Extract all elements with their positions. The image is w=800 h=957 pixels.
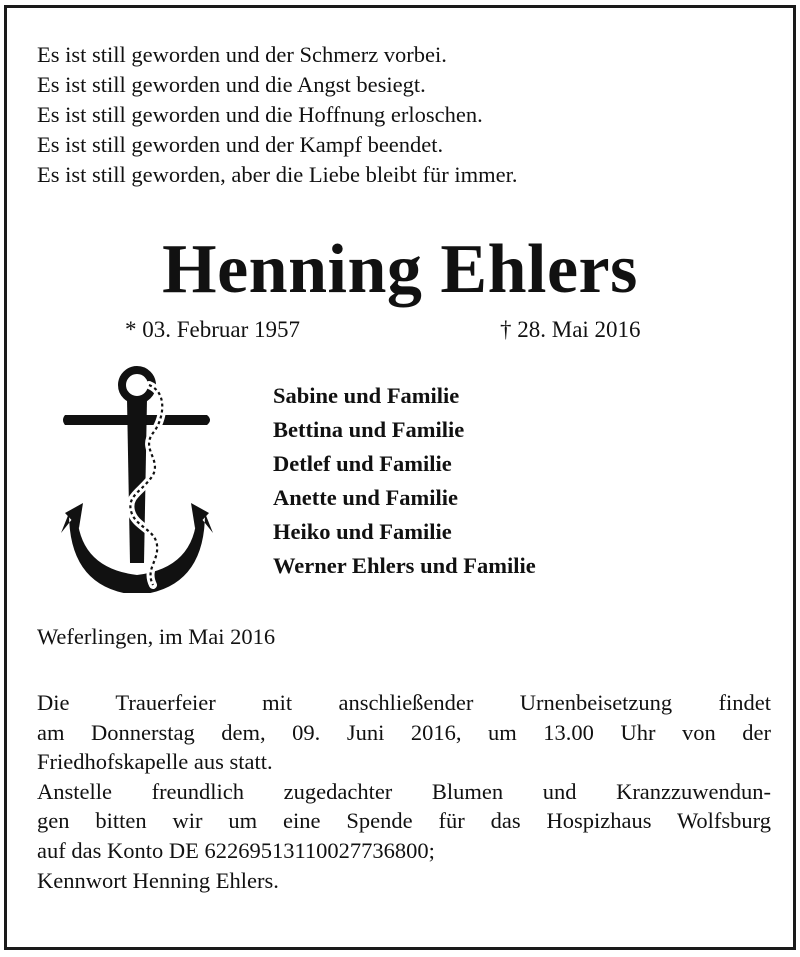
notice-line: auf das Konto DE 62269513110027736800; [37, 837, 435, 863]
deceased-name: Henning Ehlers [162, 231, 638, 308]
notice-line: am Donnerstag dem, 09. Juni 2016, um 13.00 Uhr von der [37, 719, 771, 745]
obituary-notice [4, 5, 796, 950]
mourner-item: Anette und Familie [273, 485, 458, 510]
birth-date: * 03. Februar 1957 [125, 317, 301, 342]
notice-line: Die Trauerfeier mit anschließender Urnenbeisetzung findet [37, 690, 771, 715]
poem-line: Es ist still geworden und die Hoffnung erloschen. [37, 102, 483, 127]
poem-line: Es ist still geworden und die Angst besiegt. [37, 72, 426, 97]
mourner-item: Sabine und Familie [273, 383, 460, 408]
place-date: Weferlingen, im Mai 2016 [37, 624, 276, 649]
poem-line: Es ist still geworden, aber die Liebe bleibt für immer. [37, 162, 518, 187]
funeral-notice [37, 688, 771, 895]
anchor-icon [57, 363, 217, 593]
mourners-list [273, 379, 536, 583]
notice-line: Kennwort Henning Ehlers. [37, 867, 279, 893]
notice-line: Anstelle freundlich zugedachter Blumen und Kranzzuwendun- [37, 778, 771, 804]
notice-line: gen bitten wir um eine Spende für das Hospizhaus Wolfsburg [37, 808, 771, 834]
mourner-item: Bettina und Familie [273, 417, 465, 442]
notice-line: Friedhofskapelle aus statt. [37, 749, 273, 775]
poem-line: Es ist still geworden und der Schmerz vorbei. [37, 42, 447, 67]
mourner-item: Werner Ehlers und Familie [273, 553, 536, 578]
mourner-item: Detlef und Familie [273, 451, 452, 476]
poem-line: Es ist still geworden und der Kampf beendet. [37, 132, 444, 157]
poem [37, 40, 518, 190]
death-date: † 28. Mai 2016 [500, 317, 641, 342]
mourner-item: Heiko und Familie [273, 519, 452, 544]
